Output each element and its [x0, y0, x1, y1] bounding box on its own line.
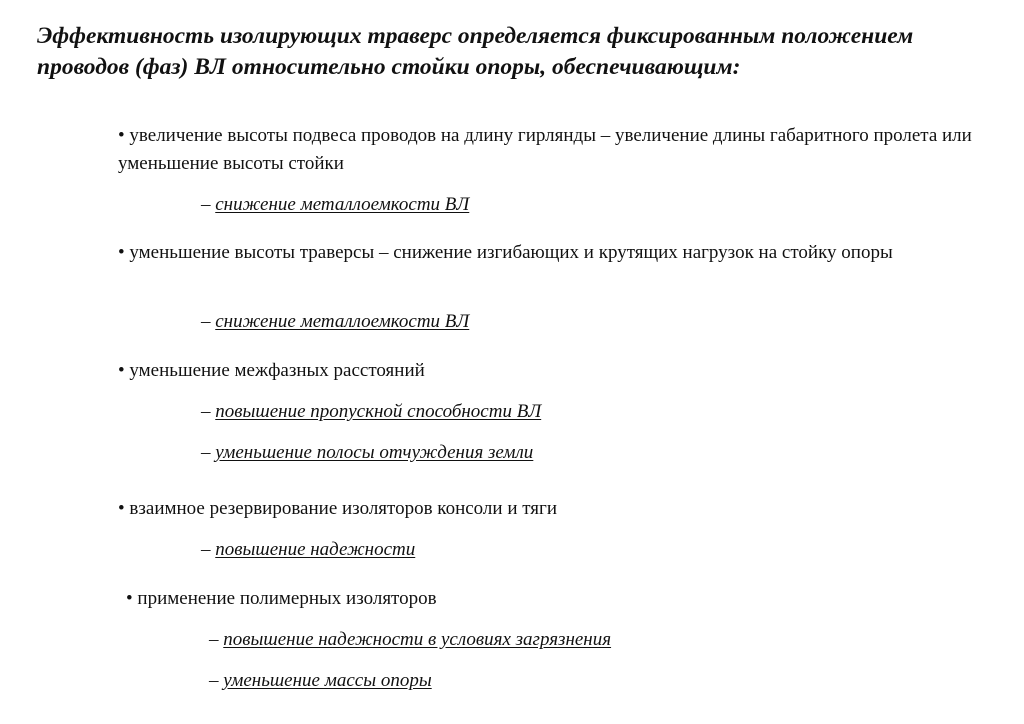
result-line	[201, 440, 533, 466]
list-item-text: взаимное резервирование изоляторов консоли и тяги	[129, 498, 557, 519]
bullet: •	[118, 242, 125, 263]
result-link[interactable]: повышение надежности в условиях загрязнения	[223, 629, 612, 650]
bullet: •	[118, 498, 125, 519]
result-link[interactable]: снижение металлоемкости ВЛ	[215, 311, 470, 332]
list-item-text: увеличение высоты подвеса проводов на длину гирлянды – увеличение длины габаритного пролета или уменьшение высоты стойки	[118, 125, 972, 174]
dash: –	[201, 442, 211, 463]
bullet: •	[118, 360, 125, 381]
result-link[interactable]: повышение пропускной способности ВЛ	[215, 401, 542, 422]
dash: –	[201, 539, 211, 560]
bullet: •	[126, 588, 133, 609]
result-line	[201, 537, 415, 563]
dash: –	[201, 194, 211, 215]
list-item	[126, 585, 1006, 613]
result-line	[209, 668, 432, 694]
list-item-text: применение полимерных изоляторов	[137, 588, 437, 609]
list-item-text: уменьшение высоты траверсы – снижение изгибающих и крутящих нагрузок на стойку опоры	[129, 242, 893, 263]
dash: –	[209, 670, 219, 691]
dash: –	[201, 401, 211, 422]
result-line	[201, 399, 541, 425]
result-line	[201, 309, 469, 335]
dash: –	[201, 311, 211, 332]
result-link[interactable]: уменьшение полосы отчуждения земли	[215, 442, 534, 463]
result-line	[201, 192, 469, 218]
list-item-text: уменьшение межфазных расстояний	[129, 360, 425, 381]
dash: –	[209, 629, 219, 650]
list-item	[118, 122, 998, 178]
list-item	[118, 239, 998, 267]
slide-title: Эффективность изолирующих траверс определяется фиксированным положением проводов (фаз) ВЛ относительно стойки опоры, обеспечивающим:	[37, 23, 914, 80]
result-line	[209, 627, 611, 653]
list-item	[118, 357, 998, 385]
list-item	[118, 495, 998, 523]
result-link[interactable]: повышение надежности	[215, 539, 416, 560]
result-link[interactable]: уменьшение массы опоры	[223, 670, 432, 691]
result-link[interactable]: снижение металлоемкости ВЛ	[215, 194, 470, 215]
bullet: •	[118, 125, 125, 146]
